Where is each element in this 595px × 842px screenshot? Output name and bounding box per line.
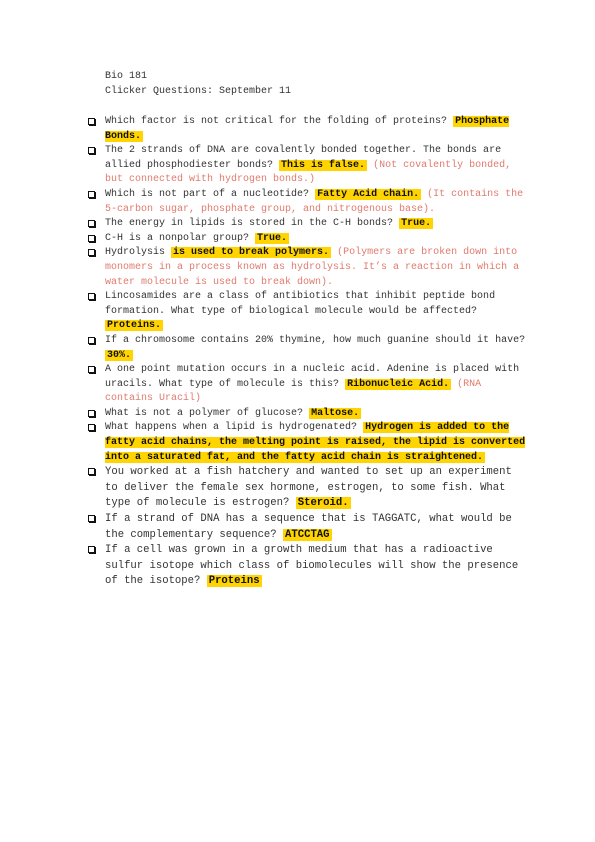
question-item	[88, 188, 528, 217]
answer-highlight: Proteins.	[107, 320, 162, 332]
checkbox-bullet-icon	[88, 366, 95, 373]
question-text: Lincosamides are a class of antibiotics that inhibit peptide bond formation. What type of biological molecule would be affected?	[105, 291, 496, 317]
answer-highlight: Phosphate Bonds.	[105, 116, 510, 142]
answer-note: (It contains the 5-carbon sugar, phosphate group, and nitrogenous base).	[105, 188, 524, 215]
question-text: Hydrolysis	[105, 247, 166, 259]
question-item	[88, 115, 528, 144]
answer-note: (Not covalently bonded, but connected with hydrogen bonds.)	[105, 159, 512, 186]
answer-highlight: Ribonucleic Acid.	[347, 378, 450, 390]
checkbox-bullet-icon	[88, 235, 95, 242]
checkbox-bullet-icon	[88, 293, 95, 300]
answer-highlight: Fatty Acid chain.	[317, 188, 420, 200]
question-item	[88, 465, 528, 512]
answer-highlight: This is false.	[281, 159, 366, 171]
question-item	[88, 334, 528, 363]
checkbox-bullet-icon	[88, 337, 95, 344]
question-item	[88, 543, 528, 590]
checkbox-bullet-icon	[88, 147, 95, 154]
checkbox-bullet-icon	[88, 410, 95, 417]
checkbox-bullet-icon	[88, 546, 95, 553]
checkbox-bullet-icon	[88, 515, 95, 522]
checkbox-bullet-icon	[88, 118, 95, 125]
answer-highlight: Maltose.	[311, 407, 360, 419]
course-title: Bio 181	[105, 71, 148, 82]
answer-highlight: Hydrogen is added to the fatty acid chains, the melting point is raised, the lipid is converted into a saturated fat, and the fatty acid chain is straightened.	[105, 422, 526, 463]
checkbox-bullet-icon	[88, 249, 95, 256]
question-item	[88, 363, 528, 407]
checkbox-bullet-icon	[88, 220, 95, 227]
question-text: Which factor is not critical for the folding of proteins?	[105, 116, 448, 127]
question-text: A one point mutation occurs in a nucleic acid. Adenine is placed with uracils. What type of molecule is this?	[105, 364, 520, 390]
question-item	[88, 144, 528, 188]
question-text: If a cell was grown in a growth medium that has a radioactive sulfur isotope which class of biomolecules will show the presence of the isotope?	[105, 544, 519, 588]
question-item	[88, 232, 528, 247]
question-item	[88, 407, 528, 422]
checkbox-bullet-icon	[88, 191, 95, 198]
answer-highlight: Steroid.	[297, 497, 349, 510]
answer-note: (Polymers are broken down into monomers in a process known as hydrolysis. It’s a reaction in which a water molecule is used to break down).	[105, 247, 520, 288]
answer-highlight: is used to break polymers.	[173, 247, 330, 259]
question-item	[88, 290, 528, 334]
question-text: The 2 strands of DNA are covalently bonded together. The bonds are allied phosphodiester bonds?	[105, 145, 502, 171]
question-item	[88, 217, 528, 232]
question-item	[88, 512, 528, 543]
question-text: What happens when a lipid is hydrogenated?	[105, 422, 358, 434]
question-text: What is not a polymer of glucose?	[105, 407, 304, 419]
question-item	[88, 421, 528, 465]
checkbox-bullet-icon	[88, 424, 95, 431]
answer-highlight: True.	[257, 232, 288, 244]
question-text: Which is not part of a nucleotide?	[105, 188, 310, 200]
question-item	[88, 246, 528, 290]
answer-highlight: Proteins	[208, 575, 260, 588]
document-header	[105, 70, 291, 100]
question-text: C-H is a nonpolar group?	[105, 232, 250, 244]
question-text: The energy in lipids is stored in the C-H bonds?	[105, 218, 394, 230]
question-list	[88, 115, 528, 590]
answer-note: (RNA contains Uracil)	[105, 378, 482, 405]
question-text: If a chromosome contains 20% thymine, how much guanine should it have?	[105, 334, 526, 346]
answer-highlight: True.	[401, 218, 432, 230]
question-text: If a strand of DNA has a sequence that is TAGGATC, what would be the complementary sequence?	[105, 513, 512, 541]
question-text: You worked at a fish hatchery and wanted to set up an experiment to deliver the female sex hormone, estrogen, to some fish. What type of molecule is estrogen?	[105, 466, 512, 510]
answer-highlight: 30%.	[107, 349, 132, 361]
answer-highlight: ATCCTAG	[285, 528, 330, 541]
checkbox-bullet-icon	[88, 468, 95, 475]
document-subtitle: Clicker Questions: September 11	[105, 86, 292, 97]
